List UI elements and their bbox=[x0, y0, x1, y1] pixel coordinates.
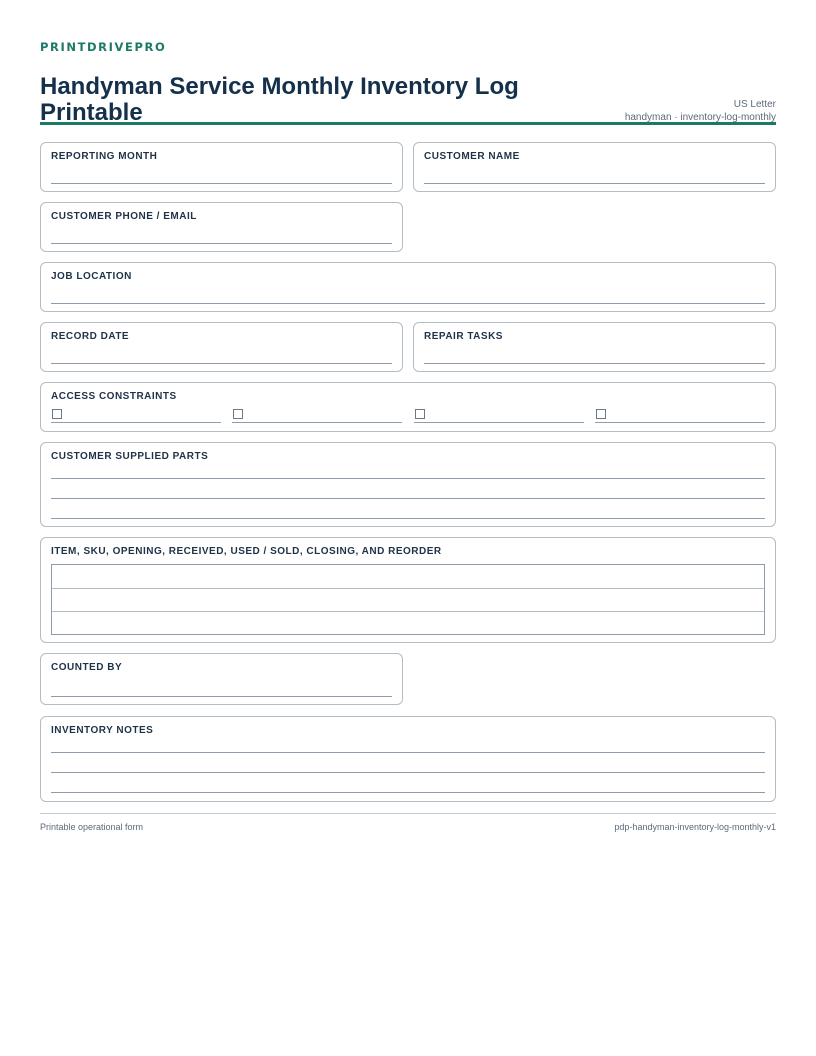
customer-name-field[interactable] bbox=[413, 142, 776, 192]
access-constraints-label: ACCESS CONSTRAINTS bbox=[51, 391, 177, 402]
footer bbox=[40, 813, 776, 834]
parts-line-2[interactable] bbox=[51, 498, 765, 499]
notes-line-1[interactable] bbox=[51, 752, 765, 753]
reporting-month-field[interactable] bbox=[40, 142, 403, 192]
access-option-line-4[interactable] bbox=[595, 422, 765, 423]
header bbox=[40, 54, 776, 125]
access-checkbox-1[interactable] bbox=[52, 409, 62, 419]
access-option-line-1[interactable] bbox=[51, 422, 221, 423]
access-constraints-field[interactable] bbox=[40, 382, 776, 432]
notes-line-2[interactable] bbox=[51, 772, 765, 773]
customer-contact-line[interactable] bbox=[51, 243, 392, 244]
customer-supplied-parts-label: CUSTOMER SUPPLIED PARTS bbox=[51, 451, 209, 462]
paper-size: US Letter bbox=[733, 99, 776, 110]
form-slug: handyman · inventory-log-monthly bbox=[624, 112, 776, 123]
job-location-line[interactable] bbox=[51, 303, 765, 304]
access-option-line-3[interactable] bbox=[414, 422, 584, 423]
inventory-table-section bbox=[40, 537, 776, 643]
footer-description: Printable operational form bbox=[40, 822, 144, 832]
customer-name-line[interactable] bbox=[424, 183, 765, 184]
repair-tasks-field[interactable] bbox=[413, 322, 776, 372]
record-date-line[interactable] bbox=[51, 363, 392, 364]
inventory-notes-field[interactable] bbox=[40, 716, 776, 802]
reporting-month-label: REPORTING MONTH bbox=[51, 151, 158, 162]
customer-contact-label: CUSTOMER PHONE / EMAIL bbox=[51, 211, 197, 222]
parts-line-3[interactable] bbox=[51, 518, 765, 519]
record-date-label: RECORD DATE bbox=[51, 331, 130, 342]
reporting-month-line[interactable] bbox=[51, 183, 392, 184]
table-row-divider bbox=[52, 611, 764, 612]
footer-form-id: pdp-handyman-inventory-log-monthly-v1 bbox=[614, 822, 776, 832]
job-location-field[interactable] bbox=[40, 262, 776, 312]
inventory-table-label: ITEM, SKU, OPENING, RECEIVED, USED / SOLD, CLOSING, AND REORDER bbox=[51, 546, 442, 557]
counted-by-line[interactable] bbox=[51, 696, 392, 697]
repair-tasks-label: REPAIR TASKS bbox=[424, 331, 503, 342]
record-date-field[interactable] bbox=[40, 322, 403, 372]
counted-by-field[interactable] bbox=[40, 653, 403, 705]
customer-supplied-parts-field[interactable] bbox=[40, 442, 776, 527]
page-title: Handyman Service Monthly Inventory Log Printable bbox=[40, 73, 519, 126]
access-checkbox-3[interactable] bbox=[415, 409, 425, 419]
parts-line-1[interactable] bbox=[51, 478, 765, 479]
customer-name-label: CUSTOMER NAME bbox=[424, 151, 520, 162]
customer-contact-field[interactable] bbox=[40, 202, 403, 252]
job-location-label: JOB LOCATION bbox=[51, 271, 132, 282]
inventory-table bbox=[51, 564, 765, 635]
access-checkbox-4[interactable] bbox=[596, 409, 606, 419]
inventory-notes-label: INVENTORY NOTES bbox=[51, 725, 154, 736]
brand-logo: PRINTDRIVEPRO bbox=[40, 40, 167, 54]
table-row-divider bbox=[52, 588, 764, 589]
form-page bbox=[40, 40, 776, 125]
header-meta bbox=[625, 98, 776, 124]
repair-tasks-line[interactable] bbox=[424, 363, 765, 364]
counted-by-label: COUNTED BY bbox=[51, 662, 123, 673]
notes-line-3[interactable] bbox=[51, 792, 765, 793]
access-option-line-2[interactable] bbox=[232, 422, 402, 423]
access-checkbox-2[interactable] bbox=[233, 409, 243, 419]
